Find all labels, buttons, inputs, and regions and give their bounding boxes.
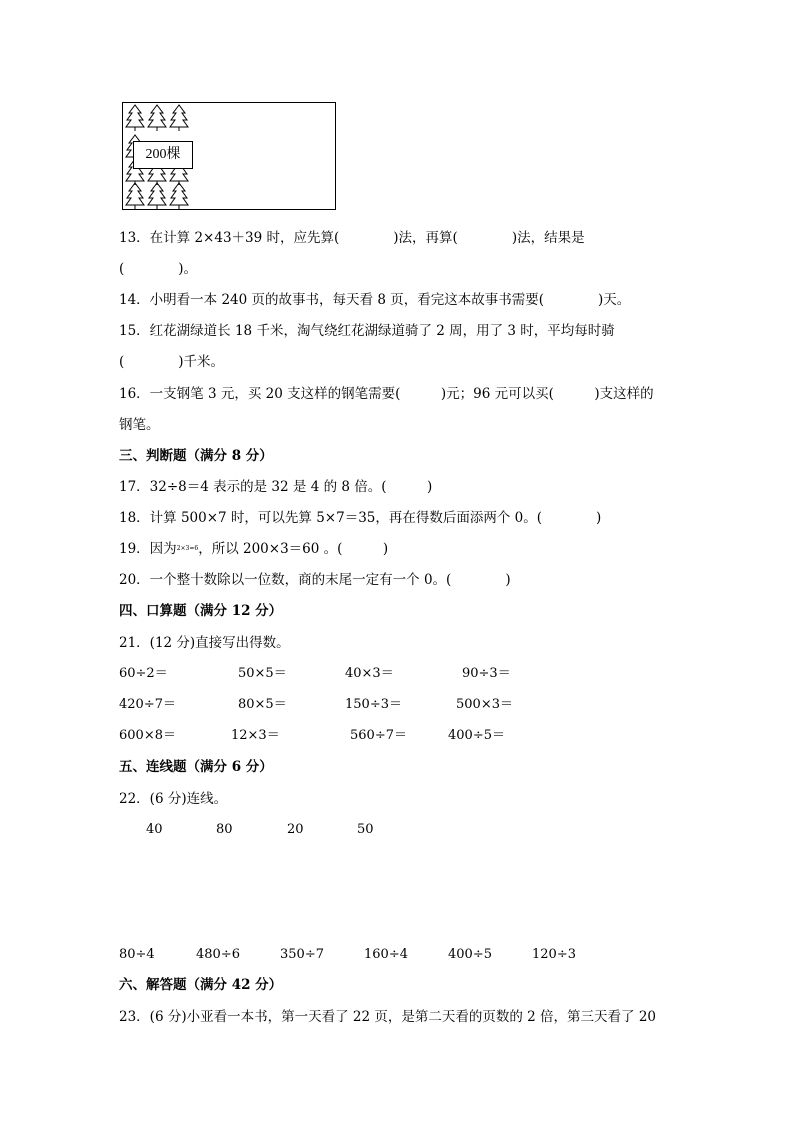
q13-line1: 13．在计算 2×43＋39 时，应先算( )法，再算( )法，结果是 [119,230,585,246]
q22-bottom-4: 160÷4 [364,947,408,962]
q21-title: 21．(12 分)直接写出得数。 [119,635,290,651]
q22-bottom-1: 80÷4 [119,947,155,962]
q21-r2-c2: 80×5＝ [238,697,287,712]
section6-title: 六、解答题（满分 42 分） [119,977,283,993]
q21-r3-c3: 560÷7＝ [350,728,407,743]
q17-text: 17．32÷8＝4 表示的是 32 是 4 的 8 倍。( ) [119,479,433,495]
section4-title: 四、口算题（满分 12 分） [119,603,283,619]
q19-post: ，所以 200×3＝60 。( ) [198,541,389,557]
q22-top-1: 40 [146,822,163,837]
q21-r3-c4: 400÷5＝ [448,728,505,743]
q19-text [119,540,388,558]
q21-r3-c2: 12×3＝ [231,728,280,743]
q19-pre: 19．因为 [119,541,177,557]
q13-line2: ( )。 [119,261,198,277]
q22-top-3: 20 [287,822,304,837]
q22-bottom-3: 350÷7 [280,947,324,962]
figure-label: 200棵 [133,141,193,169]
q21-r1-c4: 90÷3＝ [462,666,511,681]
q16-line2: 钢笔。 [119,417,160,433]
section3-title: 三、判断题（满分 8 分） [119,448,273,464]
q22-top-4: 50 [357,822,374,837]
q21-r3-c1: 600×8＝ [119,728,176,743]
q21-r2-c4: 500×3＝ [456,697,513,712]
q23-text: 23．(6 分)小亚看一本书，第一天看了 22 页，是第二天看的页数的 2 倍，第三天看了 20 [119,1009,656,1025]
q22-bottom-6: 120÷3 [532,947,576,962]
q15-line1: 15．红花湖绿道长 18 千米，淘气绕红花湖绿道骑了 2 周，用了 3 时，平均每时骑 [119,323,615,339]
q18-text: 18．计算 500×7 时，可以先算 5×7＝35，再在得数后面添两个 0。( ) [119,510,602,526]
q16-line1: 16．一支钢笔 3 元，买 20 支这样的钢笔需要( )元；96 元可以买( )支这样的 [119,386,654,402]
q15-line2: ( )千米。 [119,354,225,370]
q19-small-equation: 2×3=6 [176,545,199,552]
q22-top-2: 80 [216,822,233,837]
q21-r2-c1: 420÷7＝ [119,697,176,712]
tree-figure [122,102,336,210]
q21-r1-c2: 50×5＝ [238,666,287,681]
q22-bottom-5: 400÷5 [448,947,492,962]
q20-text: 20．一个整十数除以一位数，商的末尾一定有一个 0。( ) [119,572,511,588]
q21-r1-c1: 60÷2＝ [119,666,168,681]
q22-bottom-2: 480÷6 [196,947,240,962]
q14-line1: 14．小明看一本 240 页的故事书，每天看 8 页，看完这本故事书需要( )天。 [119,292,631,308]
q21-r2-c3: 150÷3＝ [345,697,402,712]
q21-r1-c3: 40×3＝ [345,666,394,681]
q22-title: 22．(6 分)连线。 [119,791,228,807]
section5-title: 五、连线题（满分 6 分） [119,759,273,775]
